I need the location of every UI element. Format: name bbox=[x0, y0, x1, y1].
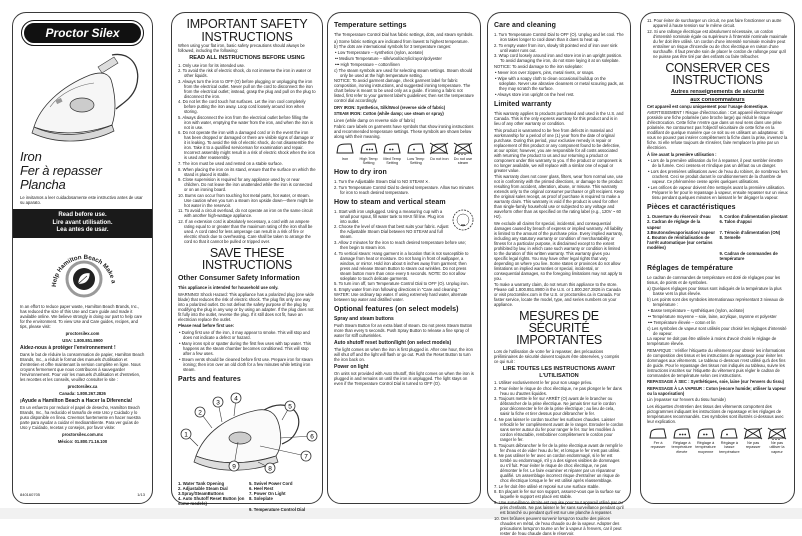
bullet-item: • Lors de la première utilisation du fer à repasser, il peut sembler émettre de la fumée. Ceci cessera et n'indique pas un défaut ou un danger. bbox=[648, 158, 783, 169]
iron-icon bbox=[335, 142, 355, 156]
parts-diagram bbox=[178, 386, 316, 479]
list-item: 5. Always disconnect the iron from the electrical outlet before filling the iron with water, emptying the water from the iron, and when the iron is not in use. bbox=[178, 114, 313, 130]
list-item: 6. Ne pas utiliser le fer avec un cordon endommagé, si le fer est tombé ou endommagé, s'il y a des signes visibles de dommages ou s'il fuit. Pour éviter le risque de choc électrique, ne pas démonter le fer. Le faire examiner et réparer par un réparateur qualifié. Un assemblage incorrect risque d'entraîner un risque de choc électrique lorsque le fer est utilisé après réassemblage. bbox=[494, 453, 620, 484]
part-label: 1. Water Tank Opening bbox=[178, 480, 225, 486]
care-symbol-label: Réglage à température moyenne bbox=[695, 441, 716, 454]
contact-line: proctorsilex.com.mx bbox=[62, 431, 103, 437]
list-item: 9. Close supervision is required for any appliance used by or near children. Do not leave the iron unattended while the iron is connected or on an ironing board. bbox=[178, 177, 313, 193]
section-heading: Pièces et caractéristiques bbox=[647, 204, 736, 212]
document-code: 840160705 bbox=[20, 492, 41, 497]
french-panel bbox=[640, 12, 795, 504]
list-item: 2. To avoid the risk of electric shock, do not immerse the iron in water or other liquids. bbox=[178, 68, 312, 79]
subheading: Aidez-nous à protéger l'environnement ! bbox=[20, 344, 116, 351]
paragraph: Lin (repasser sur l'envers du tissu humide) bbox=[647, 397, 726, 403]
paragraph: WATER: Use ordinary tap water. If using extremely hard water, alternate between tap water and distilled water. bbox=[334, 292, 468, 303]
list-item: b) The dots are international symbols for 3 temperature ranges: bbox=[334, 44, 452, 50]
paragraph: Lors de l'utilisation de votre fer à repasser, des précautions préliminaires de sécurité doivent toujours être observées, y compris ce qui suit : bbox=[494, 349, 620, 365]
subheading: Auto shutoff reset button/light (on select models) bbox=[334, 340, 452, 347]
part-label: 8. Semelle bbox=[719, 234, 741, 240]
contact-line: Canada: 1.800.267.2826 bbox=[59, 390, 106, 396]
bullet-item: ••• Température élevée – coton et lin bbox=[648, 319, 716, 325]
list-item: 4. Do not let the cord touch hot surfaces. Let the iron cool completely before putting the iron away. Loop cord loosely around iron when storing. bbox=[178, 99, 306, 115]
paragraph: NOTICE: To avoid damage to the iron soleplate: bbox=[494, 63, 583, 69]
list-item: 1. Utiliser exclusivement le fer pour son usage prévu. bbox=[494, 380, 593, 386]
section-heading: Réglages de température bbox=[647, 264, 733, 272]
bullet-item: • Lors des premières utilisations avec de l'eau du robinet, de nombreux fers crachent. Ceci se produit durant le conditionnement de la chambre de vapeur. Ce phénomène cesse après quelques utilisations. bbox=[648, 169, 788, 185]
care-symbol-label: High Temp Setting bbox=[359, 156, 378, 165]
care-symbol-label: Réglage à température élevée bbox=[671, 441, 693, 454]
list-item: 3. Allow 2 minutes for the iron to reach desired temperature before use; then begin to steam iron. bbox=[334, 239, 466, 250]
callout-number: 7 bbox=[304, 452, 308, 460]
part-label: 1. Ouverture du réservoir d'eau bbox=[647, 214, 711, 220]
bullet-item: • Never iron over zippers, pins, metal rivets, or snaps. bbox=[495, 70, 595, 76]
list-item: 2. Choose the level of steam that best suits your fabric. Adjust the Adjustable Steam Dial between NO STEAM and full steam. bbox=[334, 224, 449, 240]
list-item: 3. Wrap cord loosely around iron and store iron in an upright position. To avoid damaging the iron, do not store laying it at on soleplate. bbox=[494, 53, 623, 64]
part-label: 4. Bouton de réinitialisation de l'arrêt automatique (sur certains modèles) bbox=[647, 234, 713, 251]
care-symbol-label: Do not iron bbox=[430, 156, 449, 161]
care-symbol-label: Low Temp Setting bbox=[407, 156, 425, 165]
list-item: 3. Always turn the iron to OFF (O) before plugging or unplugging the iron from the electrical outlet. Never pull on the cord to disconnect the iron from the electrical outlet; instead, grasp the plug and pull on the plug to disconnect the iron. bbox=[178, 78, 316, 99]
care-symbol bbox=[766, 427, 788, 454]
cover-footer bbox=[20, 492, 145, 497]
section-heading: Other Consumer Safety Information bbox=[178, 275, 300, 283]
care-symbol bbox=[381, 142, 403, 165]
list-item: 2. Turn Temperature Control Dial to desired temperature. Allow two minutes for iron to reach desired temperature. bbox=[334, 184, 474, 195]
part-label: 3.Boutonsdevaporisation/ vapeur bbox=[647, 229, 716, 235]
paragraph-bold: À lire avant la première utilisation : bbox=[647, 151, 717, 157]
paragraph-bold: STEAM IRON: Cotton (while damp; use steam or spray) bbox=[334, 111, 444, 117]
section-heading: How to steam and vertical steam bbox=[334, 198, 446, 206]
bullet-item: ••• High Temperature – cotton/linen bbox=[335, 61, 400, 67]
part-label: 4. Auto Shutoff Reset Button (on some models) bbox=[178, 496, 245, 507]
part-label bbox=[647, 251, 716, 261]
paragraph-bold: Cet appareil est conçu uniquement pour l'usage domestique. bbox=[647, 103, 769, 109]
list-item: 8. En plaçant le fer sur son support, assurez-vous que la surface sur laquelle le support est placé est stable. bbox=[494, 489, 621, 500]
iron-med-temp-icon bbox=[382, 142, 402, 156]
bullet-item: • During first use of the iron, it may appear to smoke. This will stop and does not indicate a defect or hazard. bbox=[179, 329, 310, 340]
section-heading: Optional features (on select models) bbox=[334, 306, 459, 314]
section-title: CONSERVER CES INSTRUCTIONS bbox=[665, 60, 770, 87]
callout-number: 4 bbox=[234, 394, 238, 402]
paragraph-bold: This appliance is intended for household use only. bbox=[178, 285, 279, 291]
care-symbol bbox=[452, 142, 474, 165]
list-item: 7. The iron must be used and rested on a stable surface. bbox=[178, 161, 283, 167]
subheading: aux consommateurs bbox=[690, 97, 745, 104]
bullet-item: • Steam vents should be cleaned before first use. Prepare iron for steam ironing; then iron over an old cloth for a few minutes while letting iron steam. bbox=[179, 356, 313, 372]
paragraph-bold: Please read before first use: bbox=[178, 323, 235, 329]
part-label: 6. Heel Rest bbox=[249, 485, 274, 491]
document-date: 1/13 bbox=[137, 492, 145, 497]
care-symbol-label: Iron bbox=[341, 156, 349, 161]
care-symbol-label: Do not use steam bbox=[453, 156, 473, 165]
section-heading: Temperature settings bbox=[334, 22, 407, 29]
list-item: 12. If an extension cord is absolutely necessary, a cord with an ampere rating equal to or greater than the maximum rating of the iron shall be used. A cord rated for less amperage can result in a risk of fire or electric shock due to overheating. Care shall be taken to arrange the cord so that it cannot be pulled or tripped over. bbox=[178, 219, 313, 245]
care-symbol bbox=[358, 142, 380, 165]
iron-icon bbox=[648, 427, 668, 441]
no-steam-icon bbox=[453, 142, 473, 156]
cover-title-es: Plancha bbox=[20, 177, 66, 192]
page-bottom-strip bbox=[0, 508, 802, 519]
list-item: 2. To empty water from iron, slowly tilt pointed end of iron over sink until water runs out. bbox=[494, 42, 618, 53]
list-item: a) Some fabric settings are indicated from lowest to highest temperature. bbox=[334, 38, 469, 44]
callout-number: 1 bbox=[184, 430, 188, 438]
care-symbol bbox=[671, 427, 693, 454]
iron-med-temp-icon bbox=[696, 427, 716, 441]
environment-notice bbox=[20, 304, 145, 444]
bullet-item: • Many irons spit or spatter during the first few uses with tap water. This happens as the steam chamber becomes conditioned. This will stop after a few uses. bbox=[179, 340, 311, 356]
parts-list bbox=[178, 481, 316, 512]
section-title: INSTRUCTIONS bbox=[201, 29, 293, 44]
paragraph-bold: DRY IRON: Synthetics, Silk/Wool (reverse side of fabric) bbox=[334, 104, 446, 110]
do-not-iron-icon bbox=[429, 142, 449, 156]
badge-text: Help Hamilton Beach Make a bbox=[50, 253, 117, 287]
list-item: 2. Pour éviter le risque de choc électrique, ne pas plonger le fer dans l'eau ou d'autres liquides. bbox=[494, 385, 622, 396]
paragraph: Dans le but de réduire la consommation de papier, Hamilton Beach Brands, Inc., a réduit le format des manuels d'utilisation et d'entretien et offre maintenant la version complète en ligne. Nous croyons fermement que nous contribuons à sauvegarder l'environnement. Pour voir les manuels d'utilisation et d'entretien, les recettes et les conseils, veuillez consulter le site : bbox=[20, 351, 145, 382]
care-symbol-label: Réglage à basse température bbox=[719, 441, 740, 454]
list-item: 11. Pour éviter de surcharger un circuit, ne pas faire fonctionner un autre appareil à haute tension sur le même circuit. bbox=[647, 18, 782, 28]
read-before-en: Read before use. bbox=[58, 212, 107, 218]
steam-dial-icon bbox=[452, 209, 474, 231]
iron-illustration bbox=[20, 47, 147, 149]
section-heading: Parts and features bbox=[178, 375, 241, 383]
list-item: 6. Empty water from iron following directions in "Care and cleaning." bbox=[334, 286, 460, 292]
paragraph: Les étiquettes d'entretien des tissus des vêtements comportent des pictogrammes indiquant les instructions de repassage et les réglages de températures recommandés. Ces symboles sont illustrés ci-dessous avec leur explication. bbox=[647, 403, 784, 424]
paragraph: This warranty does not cover glass, filters, wear from normal use, use not in conformity with the printed directions, or damage to the product resulting from accident, alteration, abuse, or misuse. This warranty extends only to the original consumer purchaser or gift recipient. Keep the original sales receipt, as proof of purchase is required to make a warranty claim. This warranty is void if the product is used for other than single-family household use or subjected to any voltage and waveform other than as specified on the rating label (e.g., 120V ~ 60 Hz). bbox=[494, 174, 624, 220]
cover-panel bbox=[12, 12, 153, 504]
section-title: SAVE THESE INSTRUCTIONS bbox=[201, 246, 293, 273]
parts-list bbox=[647, 214, 788, 261]
care-symbol bbox=[742, 427, 764, 454]
safety-panel-en bbox=[171, 12, 323, 512]
paragraph: This warranty applies to products purchased and used in the U.S. and Canada. This is the only express warranty for this product and is in lieu of any other warranty or condition. bbox=[494, 111, 624, 127]
bullet-item: • Les orifices de vapeur doivent être nettoyés avant la première utilisation. Préparer le fer pour le repassage à vapeur, ensuite repasser sur un vieux tissu pendant quelques minutes en laissant le fer dégager la vapeur. bbox=[648, 185, 788, 201]
bullet-item: • Always store iron upright on the heel rest. bbox=[495, 92, 575, 98]
list-item: 1. Turn the Adjustable Steam Dial to NO STEAM ✕. bbox=[334, 179, 430, 185]
paragraph: When using your flat iron, basic safety precautions should always be followed, including the following: bbox=[178, 43, 305, 53]
list-item: 5. Toujours débrancher le fer de la prise électrique avant de remplir le fer d'eau et de vider l'eau du fer, et lorsque le fer n'est pas utilisé. bbox=[494, 442, 623, 453]
paragraph: We exclude all claims for special, incidental, and consequential damages caused by breach of express or implied warranty. All liability is limited to the amount of the purchase price. Every implied warranty, including any statutory warranty or condition of merchantability or fitness for a particular purpose, is disclaimed except to the extent prohibited by law, in which case such warranty or condition is limited to the duration of this written warranty. This warranty gives you specific legal rights. You may have other legal rights that vary depending on where you live. Some states or provinces do not allow limitations on implied warranties or special, incidental, or consequential damages, so the foregoing limitations may not apply to you. bbox=[494, 220, 623, 281]
paragraph: Fabric care labels on garments have symbols that show ironing instructions and recommended temperature settings. These symbols are shown below along with their meaning. bbox=[334, 124, 474, 140]
list-item: 7. Le fer doit être utilisé et reposé sur une surface stable. bbox=[494, 483, 600, 489]
paragraph: The light comes on when the iron is first plugged in. After one hour, the iron will shut off and the light will flash or go out. Push the Reset Button to turn the iron back on. bbox=[334, 347, 473, 363]
contact-line: proctorsilex.ca bbox=[67, 383, 98, 389]
cover-title-en: Iron bbox=[20, 149, 42, 164]
callout-number: 6 bbox=[310, 432, 314, 440]
care-symbol bbox=[647, 427, 669, 454]
list-item: 10. Des brûlures peuvent survenir lorsqu'on touche des pièces chaudes en métal, de l'eau chaude ou de la vapeur. Adopter des précautions lorsqu'on tourne un fer à vapeur à l'envers, car il peut rester de l'eau chaude dans le réservoir. bbox=[494, 515, 622, 536]
part-label: 5. Swivel Power Cord bbox=[249, 480, 293, 486]
callout-number: 8 bbox=[268, 464, 272, 472]
subheading: READ ALL INSTRUCTIONS BEFORE USING bbox=[189, 55, 305, 61]
list-item: 11. To avoid a circuit overload, do not operate an iron on the same circuit with another high-wattage appliance. bbox=[178, 208, 313, 219]
do-not-iron-icon bbox=[743, 427, 763, 441]
section-title: IMPORTANT SAFETY bbox=[186, 17, 308, 31]
list-item: 12. Si une rallonge électrique est absolument nécessaire, un cordon d'intensité nominale égale ou supérieure à l'intensité nominale maximale du fer doit être utilisé. Un cordon d'une intensité nominale moindre peut entraîner un risque d'incendie ou de choc électrique en raison d'une surchauffe. Il faut prendre soin de placer le cordon de rallonge pour qu'il ne puisse pas être tiré par des enfants ou faire trébucher. bbox=[647, 28, 788, 59]
bullet-item: • Basse température – synthétiques (nylon, acétate) bbox=[648, 307, 745, 313]
read-before-es: Lea antes de usar. bbox=[56, 227, 109, 233]
list-item: 3. Toujours mettre le fer sur ARRÊT (O) avant de le brancher ou débrancher de la prise électrique. Ne jamais tirer sur le cordon pour déconnecter le fer de la prise électrique ; au lieu de cela, saisir la fiche et tirer dessus pour débrancher le fer. bbox=[494, 396, 616, 417]
paragraph: Le cadran de commandes de température est doté de réglages pour les tissus, de points et de symboles. bbox=[647, 274, 781, 285]
list-item: 4. Ne pas laisser le cordon toucher les surfaces chaudes. Laisser refroidir le fer complètement avant de le ranger. Enrouler le cordon sans serrer autour du fer pour ranger le fer. Sur les modèles à cordon rétractable, rembobiner complètement le cordon pour ranger le fer. bbox=[494, 417, 624, 443]
care-symbol-label: Ne pas repasser bbox=[745, 441, 761, 450]
paragraph: La vapeur ne doit pas être utilisée à moins d'avoir choisi le réglage de température élevée. bbox=[647, 336, 777, 347]
part-label: 3.Spray/SteamButtons bbox=[178, 490, 224, 496]
bullet-item: • Low Temperature – synthetics (nylon, acetate) bbox=[335, 49, 424, 55]
callout-number: 5 bbox=[288, 402, 292, 410]
list-item: 8. When placing the iron on its stand, ensure that the surface on which the stand is placed is stable. bbox=[178, 166, 316, 177]
subheading: Spray and steam buttons bbox=[334, 316, 394, 323]
list-item: 5. To turn iron off, turn Temperature Control Dial to OFF (O). Unplug iron. bbox=[334, 281, 469, 287]
section-heading: Care and cleaning bbox=[494, 22, 556, 29]
paragraph: The Temperature Control Dial has fabric settings, dots, and steam symbols. bbox=[334, 32, 474, 37]
contact-line: proctorsilex.com bbox=[65, 330, 100, 336]
brand-logo: Proctor Silex bbox=[22, 21, 143, 45]
section-heading: Limited warranty bbox=[494, 101, 552, 109]
paragraph: REMARQUE : Vérifier l'étiquette du vêtement pour obtenir les informations de composition des tissus et les instructions de repassage pour éviter les dommages aux vêtements. Le tableau ci-dessous n'est utilisé qu'à des fins de guide. Pour le repassage des tissus non indiqués au tableau, suivre les instructions inscrites sur l'étiquette du vêtement puis régler le cadran de commandes de température selon ces instructions. bbox=[647, 347, 786, 378]
paragraph: AVERTISSEMENT ! Risque d'électrocution : Cet appareil électroménager possède une fiche polarisée (une broche large) qui réduit le risque d'électrocution. Cette fiche n'entre que dans un seul sens dans une prise polarisée. Ne contournez pas l'objectif sécuritaire de cette fiche en la modifiant de quelque manière que ce soit ou en utilisant un adaptateur. Si vous ne pouvez pas insérer complètement la fiche dans la prise, inversez la fiche. Si elle refuse toujours de s'insérer, faire remplacer la prise par un électricien. bbox=[647, 110, 788, 151]
part-label: 9. Temperature Control Dial bbox=[249, 506, 306, 512]
part-label: 7. Témoin d'alimentation (ON) bbox=[719, 229, 781, 235]
list-item: c) Les symboles de vapeur sont utilisés pour choisir les réglages d'intensité de vapeur. bbox=[647, 325, 787, 336]
paragraph: NOTICE: To avoid garment damage, check garment label for fabric composition, ironing instructions, and suggested ironing temperature. The chart below is meant to be used only as a guide. If ironing a fabric not listed, first refer to your garment label's guidelines; then set the temperature control dial accordingly. bbox=[334, 78, 474, 104]
care-symbol-label: Med Temp Setting bbox=[383, 156, 402, 165]
part-label: 8. Soleplate bbox=[249, 496, 273, 502]
list-item: 10. Burns can occur from touching hot metal parts, hot water, or steam. Use caution when you turn a steam iron upside down—there might be hot water in the reservoir. bbox=[178, 192, 314, 208]
callout-number: 2 bbox=[198, 408, 202, 416]
section-title: MESURES DE SÉCURITÉ IMPORTANTES bbox=[516, 309, 602, 348]
no-steam-icon bbox=[767, 427, 787, 441]
subheading: LIRE TOUTES LES INSTRUCTIONS AVANT L'UTILISATION bbox=[502, 366, 616, 379]
paragraph: This product is warranted to be free from defects in material and workmanship for a period of one (1) year from the date of original purchase. During this period, your exclusive remedy is repair or replacement of this product or any component found to be defective, at our option; however, you are responsible for all costs associated with returning the product to us and our returning a product or component under this warranty to you. If the product or component is no longer available, we will replace with a similar one of equal or greater value. bbox=[494, 127, 622, 173]
list-item: a) Quelques réglages pour tissus sont indiqués de la température la plus basse vers la plus élevée. bbox=[647, 286, 782, 297]
subheading: Power on light bbox=[334, 364, 369, 371]
iron-low-temp-icon bbox=[719, 427, 739, 441]
cover-title-fr: Fer à repasser bbox=[20, 163, 102, 178]
iron-low-temp-icon bbox=[406, 142, 426, 156]
paragraph: In an effort to reduce paper waste, Hamilton Beach Brands, Inc., has reduced the size of this Use and Care guide and made it available online. We believe strongly in doing our part to help care for the environment. To view Use and Care guides, recipes, and tips, please visit: bbox=[20, 303, 143, 329]
paragraph: Push Steam Button for an extra blast of steam. Do not press Steam Button more than every 5 seconds. Push Spray Button to release a fine spray of water for stiff cultwrinkles. bbox=[334, 323, 473, 339]
bullet-item: •• Température moyenne – soie, laine, acrylique, rayonne et polyester bbox=[648, 313, 777, 319]
list-item: b) Les points sont des symboles internationaux représentant 3 niveaux de température : bbox=[647, 297, 784, 308]
care-symbol bbox=[718, 427, 740, 454]
part-label: 9. Cadran de commandes de température bbox=[719, 250, 778, 261]
care-symbol-label: Ne pas utiliser la vapeur bbox=[769, 441, 785, 454]
contact-line: USA: 1.800.851.8900 bbox=[62, 337, 103, 343]
paragraph: Linen (while damp on reverse side of fabric) bbox=[334, 117, 416, 123]
callout-number: 9 bbox=[232, 462, 236, 470]
list-item: 9. Une surveillance étroite est requise pour tout appareil utilisé par ou près d'enfants. Ne pas laisser le fer sans surveillance pendant qu'il est branché ou pendant qu'il est sur une planche à repasser. bbox=[494, 500, 624, 516]
bullet-item: •• Medium Temperature – silk/wool/acrylic/rayon/polyester bbox=[335, 55, 442, 61]
care-symbol bbox=[428, 142, 450, 165]
part-label: 5. Cordon d'alimentation pivotant bbox=[719, 214, 788, 220]
care-symbol-label: Fer à repasser bbox=[650, 441, 666, 450]
iron-high-temp-icon bbox=[359, 142, 379, 156]
care-symbol bbox=[334, 142, 356, 165]
care-symbol bbox=[695, 427, 717, 454]
part-label: 7. Power On Light bbox=[249, 490, 286, 496]
paragraph: On units not provided with Auto Shutoff, this light comes on when the iron is plugged in and remains on until the iron is unplugged. The light stays on even if the Temperature Control Dial is turned to OFF (O). bbox=[334, 371, 474, 387]
read-before-use-banner bbox=[13, 209, 152, 238]
part-label: 6. Talon d'appui bbox=[719, 219, 752, 225]
subheading: ¡Ayude a Hamilton Beach a Hacer la Diferencia! bbox=[20, 397, 133, 404]
callout-number: 3 bbox=[216, 398, 220, 406]
paragraph-bold: REPASSAGE À LA VAPEUR : Coton (encore humide; utiliser la vapeur ou la vaporisation) bbox=[647, 385, 787, 396]
spanish-note: Le invitamos a leer cuidadosamente este instructivo antes de usar su aparato. bbox=[20, 195, 143, 205]
operation-panel bbox=[327, 12, 481, 504]
paragraph: WARNING! Shock Hazard: This appliance has a polarized plug (one wide blade) that reduces the risk of electric shock. The plug fits only one way into a polarized outlet. Do not defeat the safety purpose of the plug by modifying the plug in any way or by using an adapter. If the plug does not fit fully into the outlet, reverse the plug. If it still does not fit, have an electrician replace the outlet. bbox=[178, 291, 314, 322]
bullet-item: • Wipe with a soapy cloth to clean occasional buildup on the soleplate. Never use abrasive cleansers or metal scouring pads, as they may scratch the surface. bbox=[495, 76, 624, 92]
fabric-care-symbols bbox=[334, 142, 474, 165]
list-item: 1. Start with iron unplugged. Using a measuring cup with a small pour spout, fill water tank to MAX fill line. Plug iron into outlet. bbox=[334, 208, 445, 224]
read-before-fr: Lire avant utilisation. bbox=[52, 219, 113, 226]
part-label: 2. Adjustable Steam Dial bbox=[178, 485, 228, 491]
make-a-difference-badge bbox=[20, 241, 147, 303]
list-item: 1. Turn Temperature Control Dial to OFF (O). Unplug and let cool. The iron takes longer to cool down than it does to heat up. bbox=[494, 32, 624, 42]
list-item: c) The steam symbols are used for selecting steam settings. Steam should only be used at the high temperature setting. bbox=[334, 67, 473, 78]
paragraph-bold: REPASSAGE À SEC : Synthétiques, soie, laine (sur l'envers du tissu) bbox=[647, 379, 785, 385]
care-warranty-panel bbox=[487, 12, 631, 536]
part-label bbox=[178, 507, 245, 512]
subheading: Autres renseignements de sécurité bbox=[670, 88, 765, 95]
list-item: 1. Only use iron for its intended use. bbox=[178, 62, 246, 68]
part-label: 2. Cadran de réglage de la vapeur bbox=[647, 219, 701, 230]
fabric-care-symbols bbox=[647, 427, 788, 454]
list-item: 4. To vertical steam: Hang garment in a location that is not susceptible to damage from heat or moisture. Do not hang in front of wallpaper, a window, or mirror. Hold iron about 6 inches away from garment; then press and release Steam Button to steam out wrinkles. Do not press steam button more than once every 5 seconds. NOTE: Do not allow soleplate to touch delicate garments. bbox=[334, 250, 469, 281]
iron-high-temp-icon bbox=[672, 427, 692, 441]
paragraph: En un esfuerzo por reducir el papel de desecho, Hamilton Beach Brands, Inc., ha reducido el tamaño de este Uso y Cuidado y lo puso disponible en línea. Creemos fuertemente en hacer nuestra parte para ayudar a cuidar el medioambiente. Para ver guías de Uso y Cuidado, recetas y consejos, por favor visite: bbox=[20, 404, 141, 430]
paragraph: To make a warranty claim, do not return this appliance to the store. Please call 1.800.851.8900 in the U.S. or 1.800.267.2826 in Canada or visit proctorsilex.com in the U.S. or proctorsilex.ca in Canada. For faster service, locate the model, type, and series numbers on your appliance. bbox=[494, 282, 621, 308]
section-heading: How to dry iron bbox=[334, 169, 387, 177]
contact-line: México: 01.800.71.16.100 bbox=[57, 438, 108, 444]
care-symbol bbox=[405, 142, 427, 165]
list-item: 6. Do not operate the iron with a damaged cord or in the event the iron has been dropped or damaged or there are visible signs of damage or it is leaking. To avoid the risk of electric shock, do not disassemble the iron. Take it to a qualified serviceman for examination and repair. Incorrect assembly might result in a risk of electric shock when the iron is used after reassembly. bbox=[178, 130, 316, 161]
